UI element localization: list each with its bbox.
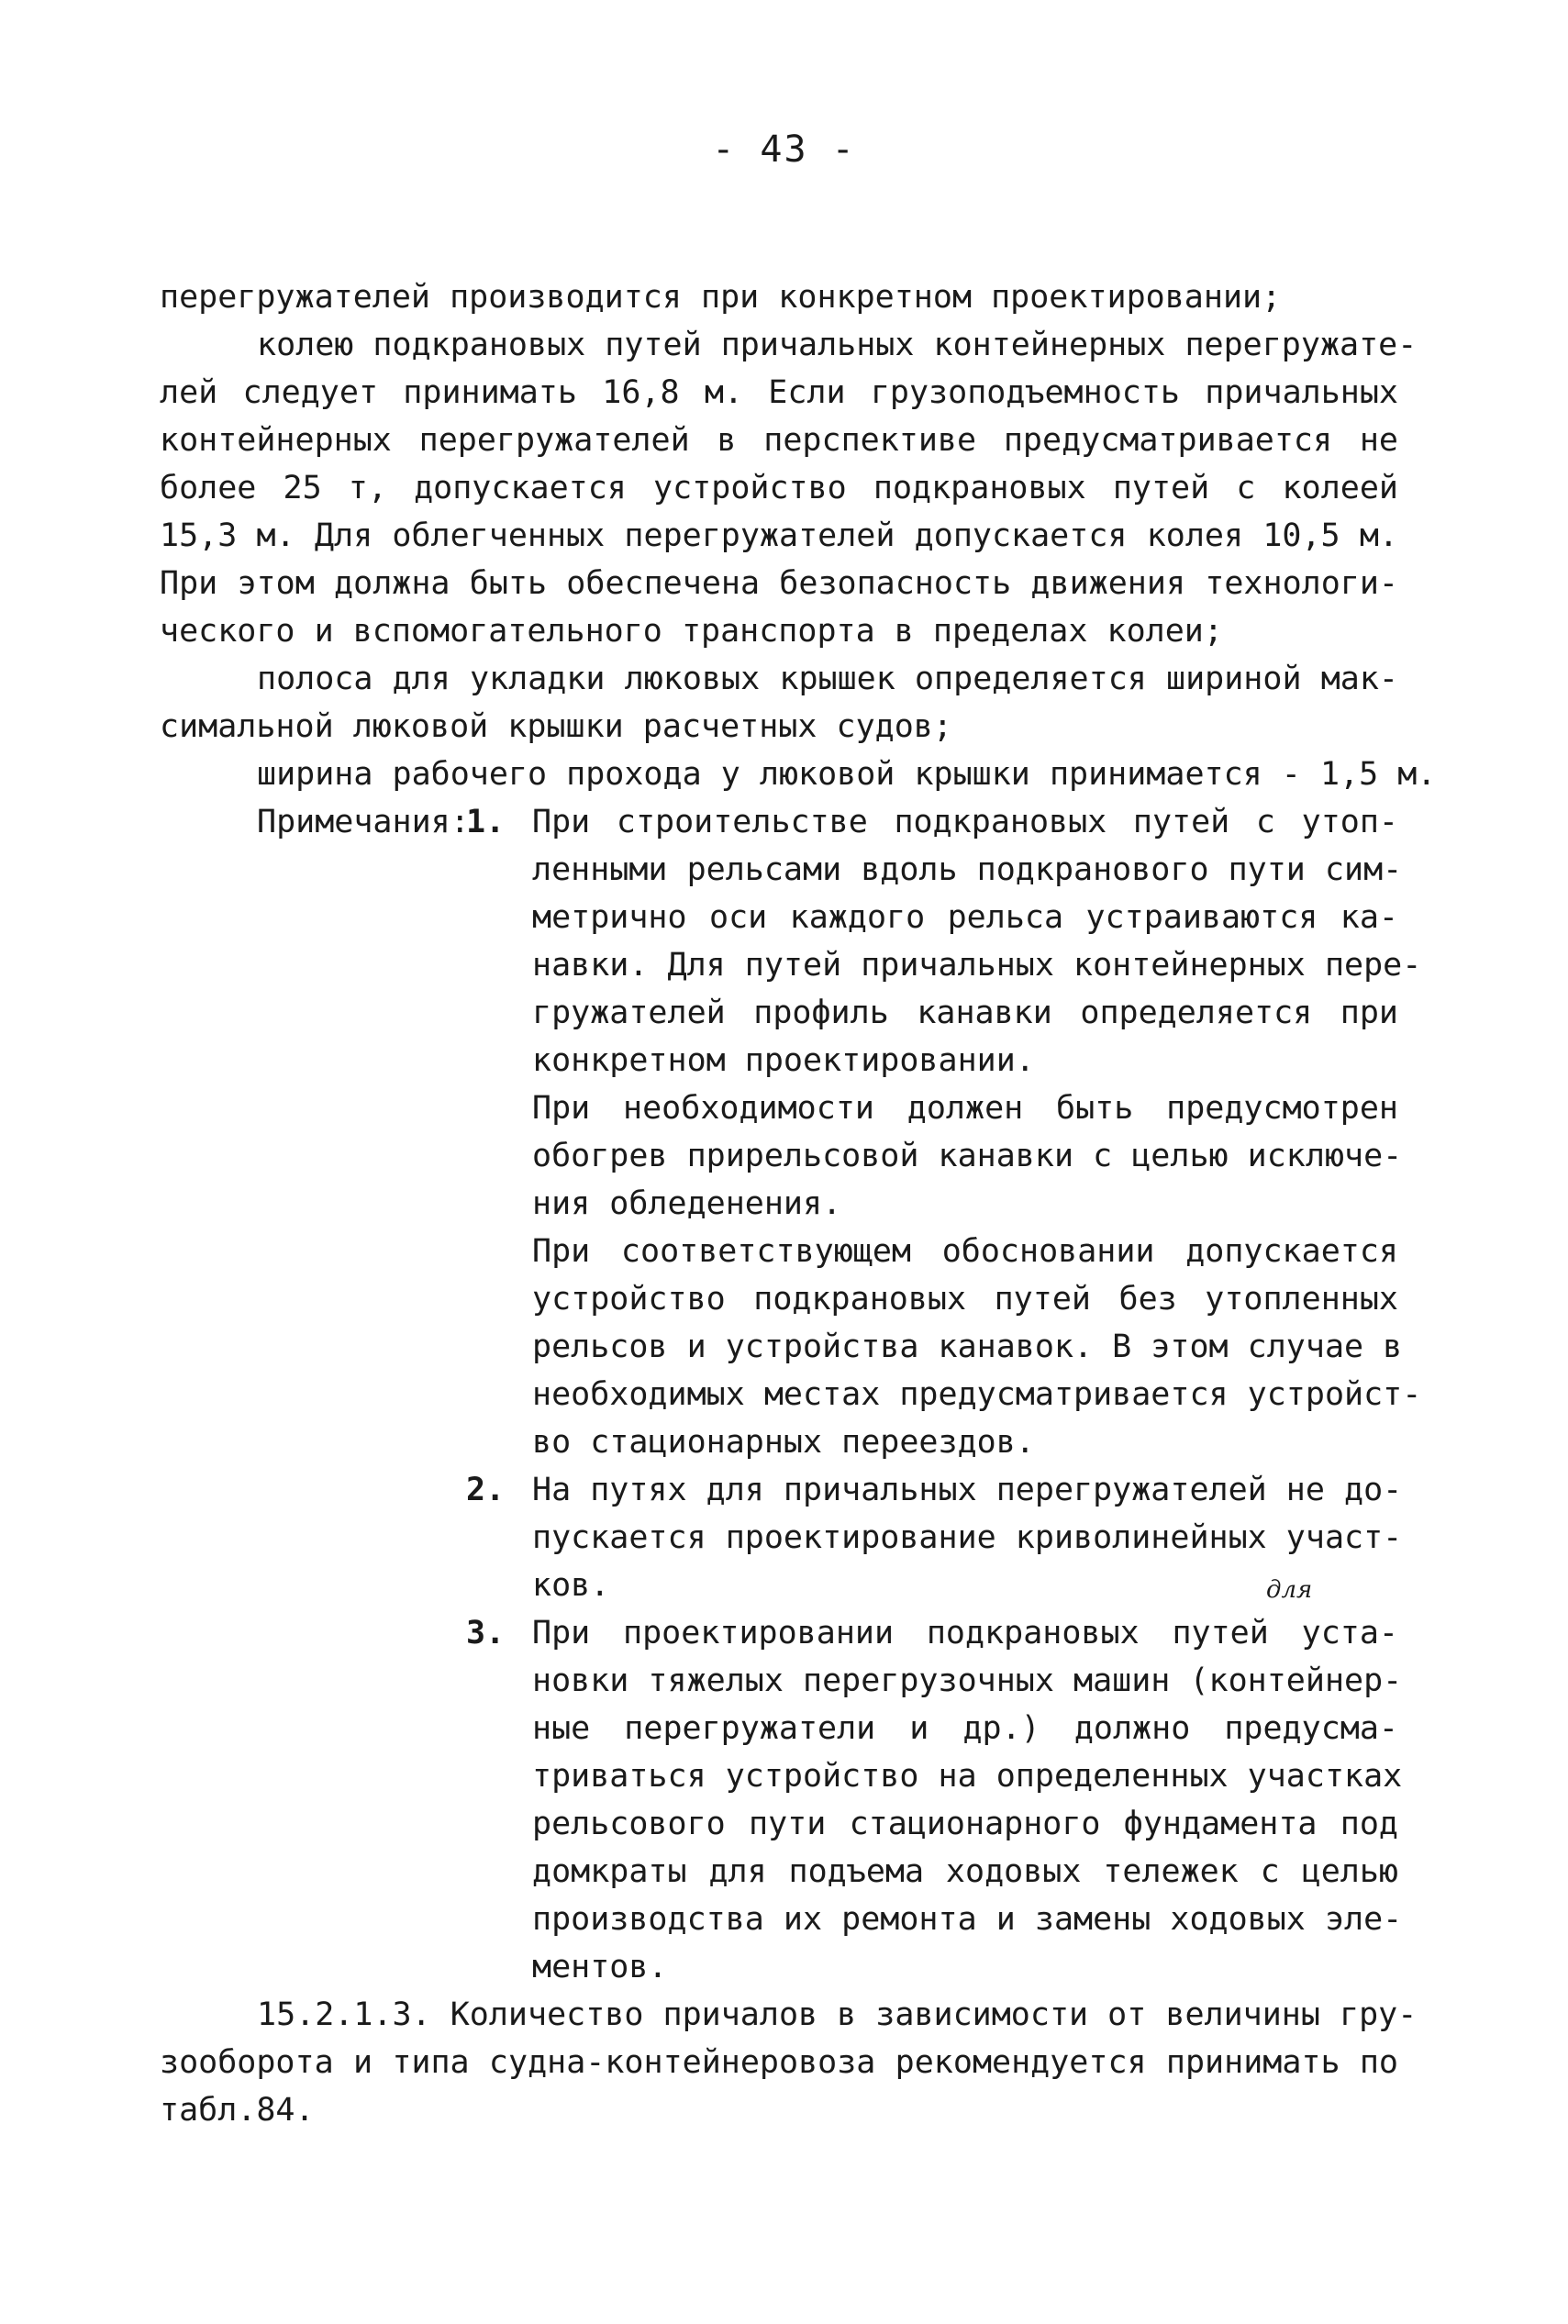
text-line: триваться устройство на определенных участках	[532, 1758, 1403, 1795]
text-line: На путях для причальных перегружателей не до-	[532, 1472, 1403, 1508]
text-line: 15,3 м. Для облегченных перегружателей допускается колея 10,5 м.	[160, 517, 1398, 554]
note-number: 3.	[466, 1615, 506, 1651]
text-line: ленными рельсами вдоль подкранового пути сим-	[532, 851, 1403, 888]
text-line: устройство подкрановых путей без утопленных	[532, 1281, 1398, 1318]
notes-label: Примечания:	[257, 804, 470, 840]
text-line: При проектировании подкрановых путей уста-	[532, 1615, 1398, 1651]
text-line: рельсов и устройства канавок. В этом случае в	[532, 1329, 1403, 1365]
text-line: При строительстве подкрановых путей с утоп-	[532, 804, 1398, 840]
text-line: пускается проектирование криволинейных участ-	[532, 1519, 1403, 1556]
note-number: 2.	[466, 1472, 506, 1508]
text-line: конкретном проектировании.	[532, 1042, 1035, 1079]
text-line: зооборота и типа судна-контейнеровоза рекомендуется принимать по	[160, 2044, 1398, 2081]
text-line: домкраты для подъема ходовых тележек с целью	[532, 1853, 1398, 1890]
text-line: гружателей профиль канавки определяется при	[532, 995, 1398, 1031]
text-line: При соответствующем обосновании допускается	[532, 1233, 1398, 1270]
text-line: полоса для укладки люковых крышек определяется шириной мак-	[257, 661, 1398, 697]
text-line: колею подкрановых путей причальных контейнерных перегружате-	[257, 327, 1418, 363]
page-number: - 43 -	[712, 128, 856, 171]
text-line: При этом должна быть обеспечена безопасность движения технологи-	[160, 565, 1398, 602]
text-line: производства их ремонта и замены ходовых эле-	[532, 1901, 1403, 1938]
text-line: обогрев прирельсовой канавки с целью исключе-	[532, 1138, 1403, 1174]
text-line: ные перегружатели и др.) должно предусма-	[532, 1710, 1398, 1747]
note-number: 1.	[466, 804, 506, 840]
text-line: более 25 т, допускается устройство подкрановых путей с колеей	[160, 470, 1398, 506]
text-line: рельсового пути стационарного фундамента под	[532, 1806, 1398, 1842]
text-line: табл.84.	[160, 2092, 315, 2129]
text-line: метрично оси каждого рельса устраиваются ка-	[532, 899, 1398, 936]
text-line: необходимых местах предусматривается устройст-	[532, 1376, 1422, 1413]
text-line: симальной люковой крышки расчетных судов;	[160, 708, 952, 745]
text-line: лей следует принимать 16,8 м. Если грузоподъемность причальных	[160, 374, 1398, 411]
text-line: При необходимости должен быть предусмотрен	[532, 1090, 1398, 1127]
text-line: ния обледенения.	[532, 1185, 842, 1222]
text-line: новки тяжелых перегрузочных машин (контейнер-	[532, 1662, 1403, 1699]
text-line: навки. Для путей причальных контейнерных пере-	[532, 947, 1422, 984]
text-line: перегружателей производится при конкретном проектировании;	[160, 279, 1282, 316]
text-line: контейнерных перегружателей в перспективе предусматривается не	[160, 422, 1398, 459]
text-line: ков.	[532, 1567, 610, 1604]
text-line: ширина рабочего прохода у люковой крышки принимается - 1,5 м.	[257, 756, 1437, 793]
text-line: ментов.	[532, 1949, 668, 1985]
handwritten-insert: для	[1266, 1576, 1313, 1604]
text-line: ческого и вспомогательного транспорта в пределах колеи;	[160, 613, 1223, 650]
text-line: 15.2.1.3. Количество причалов в зависимости от величины гру-	[257, 1996, 1418, 2033]
text-line: во стационарных переездов.	[532, 1424, 1035, 1461]
